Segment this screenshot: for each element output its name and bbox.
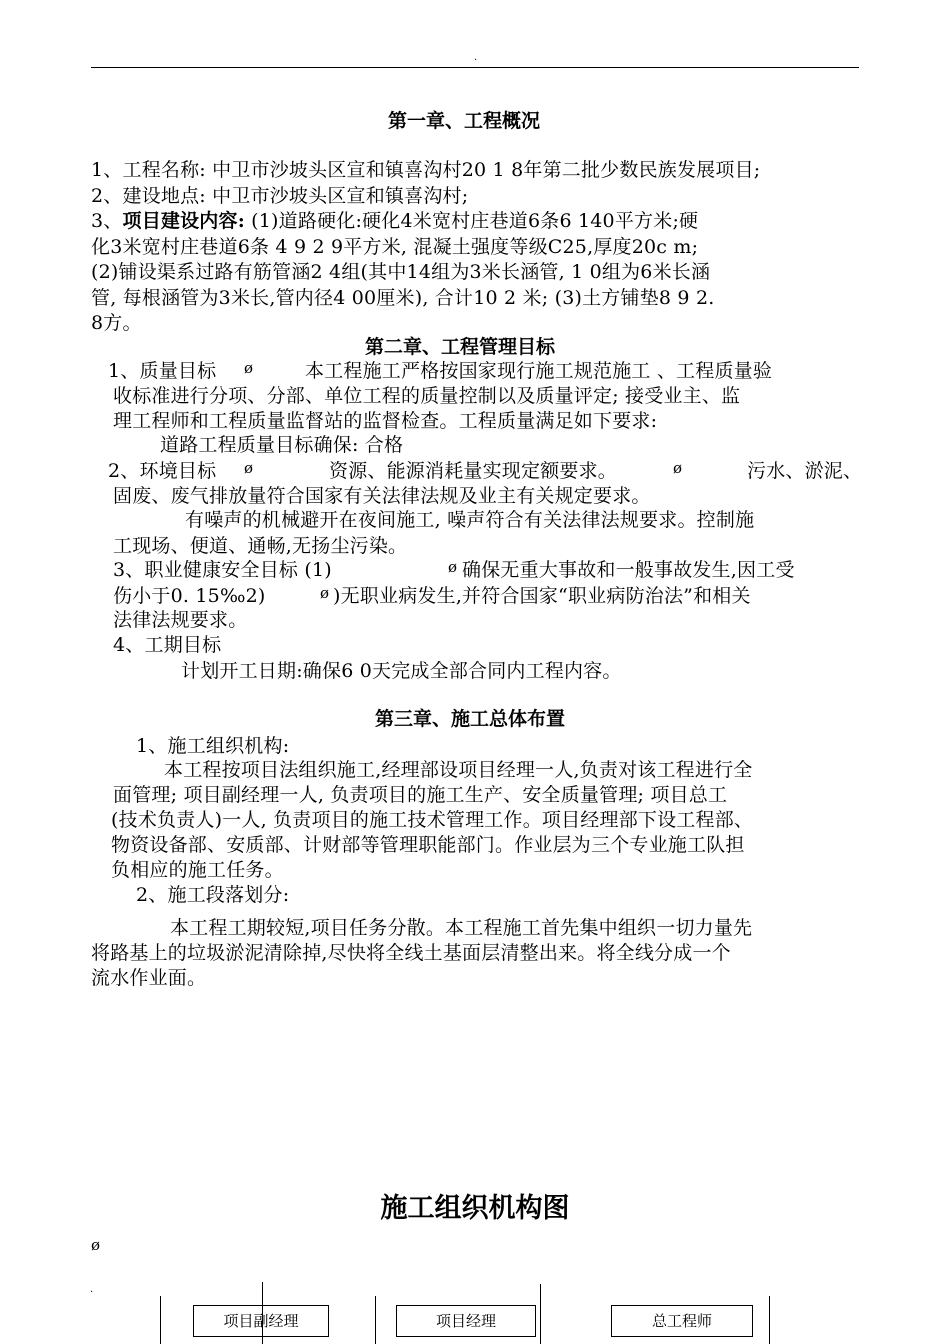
ch2-line-1: 本工程施工严格按国家现行施工规范施工 、工程质量验 bbox=[305, 360, 773, 382]
ch1-line-1: 1、工程名称: 中卫市沙坡头区宣和镇喜沟村20 1 8年第二批少数民族发展项目; bbox=[91, 159, 761, 181]
ch1-line-6: 管, 每根涵管为3米长,管内径4 00厘米), 合计10 2 米; (3)土方铺垫8 9 2. bbox=[91, 287, 715, 309]
chapter-2-title: 第二章、工程管理目标 bbox=[365, 336, 556, 358]
ch2-line-5: 资源、能源消耗量实现定额要求。 bbox=[329, 460, 618, 482]
ch3-line-1: 1、施工组织机构: bbox=[136, 735, 290, 757]
org-connector-line bbox=[160, 1296, 161, 1344]
ch2-line-10: 确保无重大事故和一般事故发生,因工受 bbox=[462, 559, 795, 581]
ch3-line-4: (技术负责人)一人, 负责项目的施工技术管理工作。项目经理部下设工程部、 bbox=[111, 809, 754, 831]
org-box-chief-engineer: 总工程师 bbox=[611, 1305, 753, 1337]
ch2-line-13: 法律法规要求。 bbox=[113, 609, 248, 631]
bullet-icon: ø bbox=[320, 584, 330, 602]
ch2-line-3: 理工程师和工程质量监督站的监督检查。工程质量满足如下要求: bbox=[113, 410, 658, 432]
ch3-line-3: 面管理; 项目副经理一人, 负责项目的施工生产、安全质量管理; 项目总工 bbox=[113, 784, 728, 806]
ch2-line-8: 有噪声的机械避开在夜间施工, 噪声符合有关法律法规要求。控制施 bbox=[185, 509, 755, 531]
ch2-line-4: 道路工程质量目标确保: 合格 bbox=[160, 434, 404, 456]
ch3-line-2: 本工程按项目法组织施工,经理部设项目经理一人,负责对该工程进行全 bbox=[164, 759, 753, 781]
ch1-item3-prefix: 3、 bbox=[91, 210, 123, 232]
ch2-line-11: 伤小于0. 15‰2) bbox=[113, 585, 266, 607]
ch2-line-7: 固废、废气排放量符合国家有关法律法规及业主有关规定要求。 bbox=[113, 485, 651, 507]
org-connector-line bbox=[375, 1296, 376, 1344]
corner-mark: . bbox=[90, 1284, 94, 1295]
ch3-line-9: 将路基上的垃圾淤泥清除掉,尽快将全线土基面层清整出来。将全线分成一个 bbox=[91, 942, 731, 964]
ch1-item3-rest: (1)道路硬化:硬化4米宽村庄巷道6条6 140平方米;硬 bbox=[244, 210, 699, 232]
chapter-1-title: 第一章、工程概况 bbox=[388, 110, 541, 132]
ch3-line-10: 流水作业面。 bbox=[91, 967, 207, 989]
bullet-icon: ø bbox=[244, 359, 254, 377]
ch3-line-6: 负相应的施工任务。 bbox=[111, 859, 284, 881]
bullet-icon: ø bbox=[673, 459, 683, 477]
ch1-item3-bold: 项目建设内容: bbox=[122, 210, 245, 232]
ch1-line-3 bbox=[91, 206, 698, 233]
org-connector-line bbox=[540, 1284, 541, 1344]
org-box-project-manager: 项目经理 bbox=[396, 1305, 536, 1337]
header-rule bbox=[91, 67, 859, 68]
ch1-line-5: (2)铺设渠系过路有筋管涵2 4组(其中14组为3米长涵管, 1 0组为6米长涵 bbox=[91, 261, 711, 283]
bullet-icon: ø bbox=[91, 1236, 101, 1254]
ch2-line-12: )无职业病发生,并符合国家“职业病防治法”和相关 bbox=[333, 585, 751, 607]
ch3-line-8: 本工程工期较短,项目任务分散。本工程施工首先集中组织一切力量先 bbox=[170, 917, 753, 939]
ch1-line-4: 化3米宽村庄巷道6条 4 9 2 9平方米, 混凝土强度等级C25,厚度20c m; bbox=[91, 236, 699, 258]
ch2-env-label: 2、环境目标 bbox=[108, 460, 217, 482]
ch2-line-15: 计划开工日期:确保6 0天完成全部合同内工程内容。 bbox=[181, 660, 622, 682]
bullet-icon: ø bbox=[448, 558, 458, 576]
ch1-line-7: 8方。 bbox=[91, 312, 142, 334]
bullet-icon: ø bbox=[244, 459, 254, 477]
ch2-line-9: 工现场、便道、通畅,无扬尘污染。 bbox=[113, 535, 408, 557]
org-chart-title: 施工组织机构图 bbox=[380, 1193, 570, 1224]
ch2-line-2: 收标准进行分项、分部、单位工程的质量控制以及质量评定; 接受业主、监 bbox=[113, 385, 741, 407]
ch2-line-14: 4、工期目标 bbox=[113, 634, 222, 656]
ch3-line-7: 2、施工段落划分: bbox=[136, 884, 290, 906]
ch2-quality-label: 1、质量目标 bbox=[108, 360, 217, 382]
org-connector-line bbox=[769, 1296, 770, 1344]
ch3-line-5: 物资设备部、安质部、计财部等管理职能部门。作业层为三个专业施工队担 bbox=[111, 834, 745, 856]
chapter-3-title: 第三章、施工总体布置 bbox=[375, 708, 566, 730]
ch1-line-2: 2、建设地点: 中卫市沙坡头区宣和镇喜沟村; bbox=[91, 185, 469, 207]
ch2-line-6: 污水、淤泥、 bbox=[747, 460, 863, 482]
org-box-deputy-manager: 项目副经理 bbox=[193, 1305, 329, 1337]
ch2-safety-label: 3、职业健康安全目标 (1) bbox=[113, 559, 332, 581]
header-mark: . bbox=[474, 52, 478, 63]
